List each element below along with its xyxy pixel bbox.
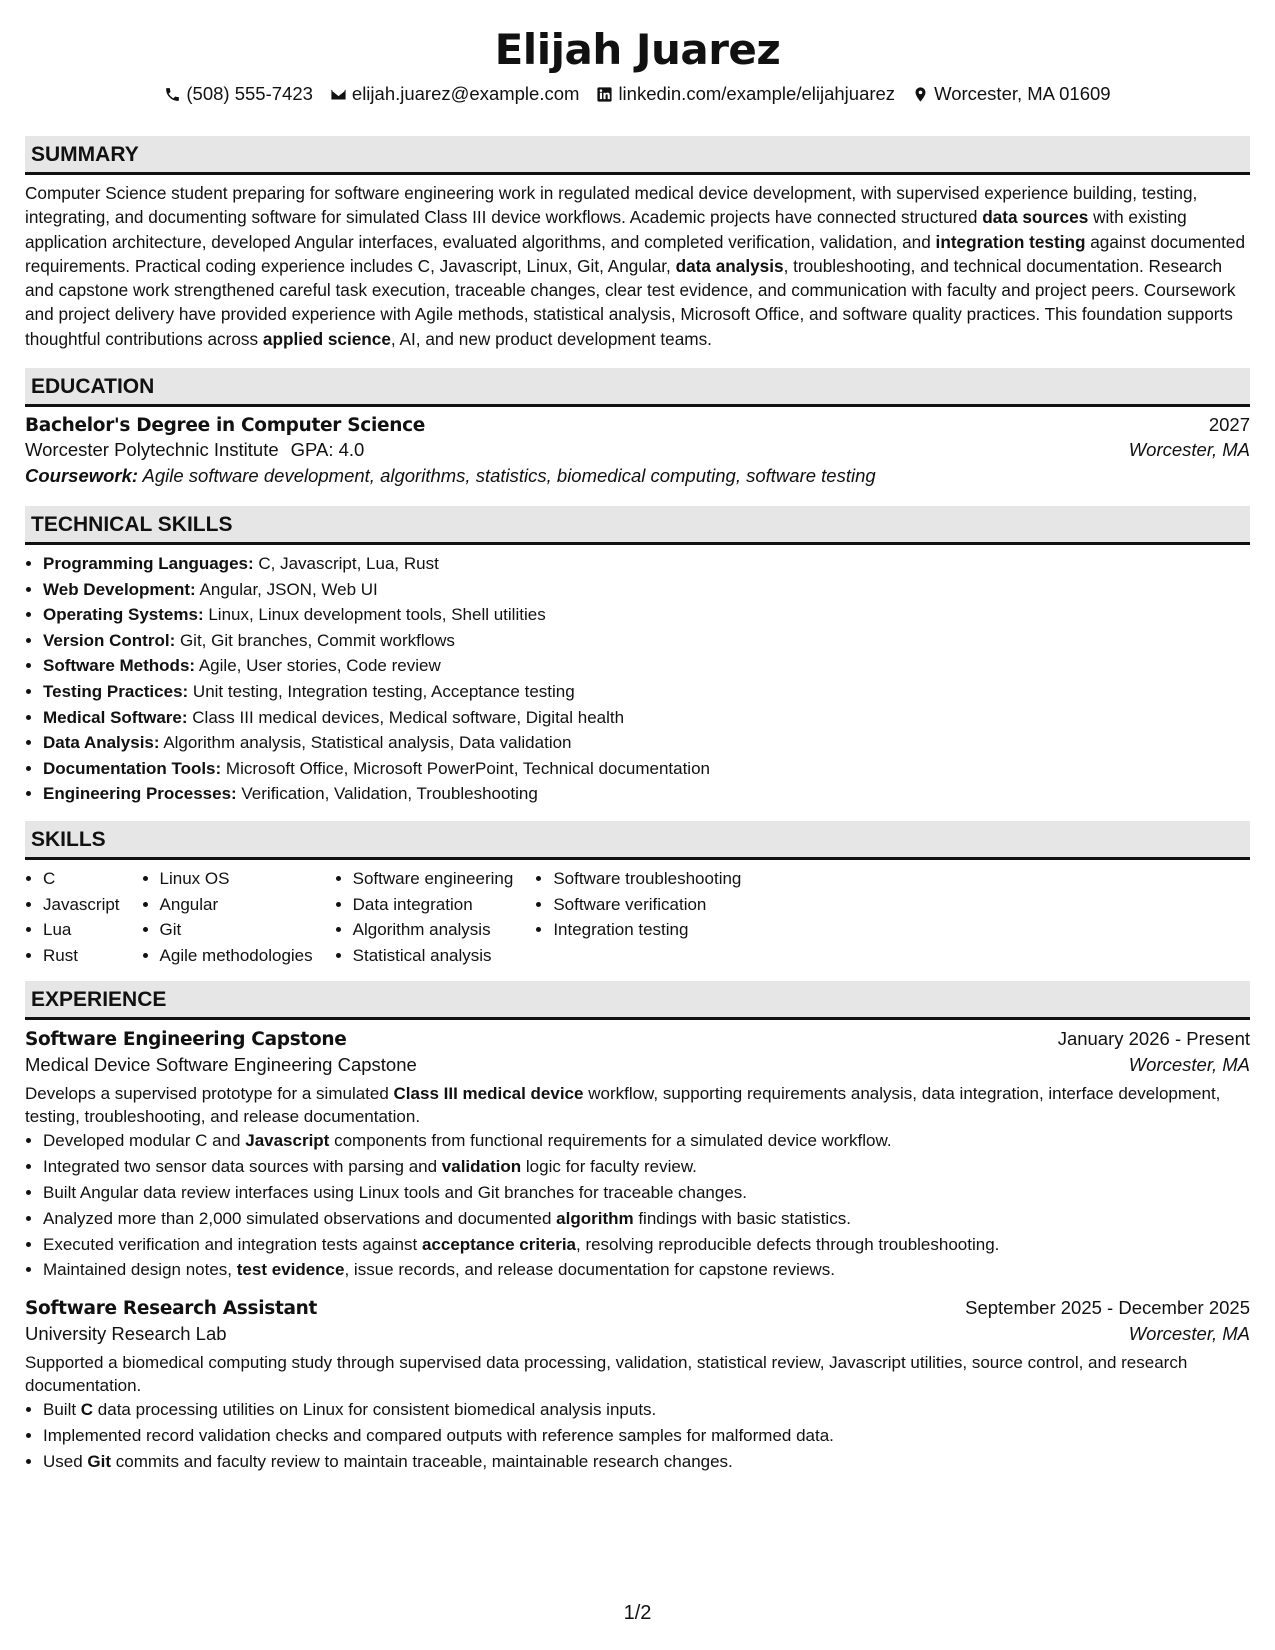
job-bullet — [43, 1154, 1250, 1180]
contact-email[interactable] — [330, 82, 580, 106]
skill-category-values: Algorithm analysis, Statistical analysis, Data validation — [159, 733, 572, 753]
text-run: Computer Science student preparing for software engineering work in regulated medical device development, with supervised experience building, testing, integrating, and documenting software for simulated Class III device workflows. Academic projects have connected structured — [25, 183, 1198, 228]
emphasis-text: Class III medical device — [393, 1084, 584, 1104]
job-bullet — [43, 1397, 1250, 1423]
skill-category-label: Web Development: — [43, 579, 196, 599]
skill-category-label: Version Control: — [43, 630, 176, 650]
text-run: , troubleshooting, and technical documentation. Research and capstone work strengthened careful task execution, traceable changes, clear test evidence, and communication with faculty and project peers. Coursework and project delivery have provided experience with Agile methods, statistical analysis, Microsoft Office, and software quality practices. This foundation supports thoughtful contributions across — [25, 255, 1236, 349]
skill-category-values: Agile, User stories, Code review — [195, 656, 441, 676]
text-run: Built — [43, 1400, 81, 1420]
gpa: GPA: 4.0 — [290, 439, 365, 461]
skill-item: • Agile methodologies — [160, 943, 313, 969]
skills-column — [25, 866, 120, 968]
degree-title: Bachelor's Degree in Computer Science — [25, 415, 426, 437]
emphasis-text: acceptance criteria — [421, 1234, 576, 1254]
skills-column — [142, 866, 313, 968]
text-run: commits and faculty review to maintain traceable, maintainable research changes. — [111, 1451, 733, 1471]
emphasis-text: integration testing — [935, 231, 1086, 252]
map-pin-icon — [912, 86, 929, 103]
skill-item: • Integration testing — [553, 917, 741, 943]
organization: Medical Device Software Engineering Capstone — [25, 1054, 417, 1076]
text-run: Built Angular data review interfaces using Linux tools and Git branches for traceable changes. — [43, 1182, 748, 1202]
skill-category-label: Software Methods: — [43, 656, 196, 676]
skill-category-values: C, Javascript, Lua, Rust — [253, 554, 439, 574]
school-line — [25, 439, 364, 461]
coursework-line — [25, 465, 1250, 487]
emphasis-text: C — [80, 1400, 94, 1420]
emphasis-text: validation — [441, 1157, 522, 1177]
contact-linkedin[interactable] — [596, 82, 895, 106]
emphasis-text: data sources — [982, 207, 1089, 228]
education-row-school — [25, 439, 1250, 461]
section-heading-technical-skills: TECHNICAL SKILLS — [25, 506, 1250, 545]
skill-item: • Lua — [43, 917, 120, 943]
job-bullet — [43, 1449, 1250, 1475]
location-text: Worcester, MA 01609 — [934, 83, 1111, 104]
job-location: Worcester, MA — [1128, 1323, 1250, 1345]
skill-category-values: Verification, Validation, Troubleshooting — [236, 784, 538, 804]
experience-list — [25, 1028, 1250, 1474]
text-run: Analyzed more than 2,000 simulated observations and documented — [43, 1208, 557, 1228]
job-bullet — [43, 1423, 1250, 1449]
skill-category-label: Programming Languages: — [43, 554, 254, 574]
emphasis-text: applied science — [262, 328, 391, 349]
email-link[interactable]: elijah.juarez@example.com — [351, 83, 580, 104]
job-bullet — [43, 1128, 1250, 1154]
job-dates: September 2025 - December 2025 — [965, 1297, 1250, 1319]
experience-row-org — [25, 1323, 1250, 1345]
text-run: Supported a biomedical computing study through supervised data processing, validation, statistical review, Javascript utilities, source control, and research documentation. — [25, 1353, 1188, 1396]
skill-category-label: Documentation Tools: — [43, 758, 222, 778]
job-description — [25, 1351, 1250, 1397]
skills-columns — [25, 866, 1250, 968]
resume-page — [25, 0, 1250, 1475]
emphasis-text: algorithm — [556, 1208, 634, 1228]
text-run: Implemented record validation checks and compared outputs with reference samples for malformed data. — [43, 1425, 834, 1445]
technical-skill-item — [43, 679, 1250, 705]
job-dates: January 2026 - Present — [1057, 1028, 1250, 1050]
emphasis-text: data analysis — [675, 255, 784, 276]
text-run: against documented requirements. Practical coding experience includes C, Javascript, Linux, Git, Angular, — [25, 231, 1246, 276]
technical-skills-list — [25, 551, 1250, 807]
skill-category-label: Testing Practices: — [43, 682, 189, 702]
skill-item: • Software verification — [553, 892, 741, 918]
text-run: Integrated two sensor data sources with parsing and — [43, 1157, 442, 1177]
skill-item: • Angular — [160, 892, 313, 918]
skill-category-values: Angular, JSON, Web UI — [195, 579, 378, 599]
skill-category-label: Data Analysis: — [43, 733, 160, 753]
job-bullets — [25, 1397, 1250, 1474]
experience-entry — [25, 1297, 1250, 1474]
experience-row-top — [25, 1297, 1250, 1319]
phone-icon — [164, 86, 181, 103]
skill-category-values: Class III medical devices, Medical software, Digital health — [187, 707, 625, 727]
section-heading-education: EDUCATION — [25, 368, 1250, 407]
coursework-label: Coursework: — [25, 465, 139, 487]
text-run: Executed verification and integration tests against — [43, 1234, 422, 1254]
technical-skill-item — [43, 705, 1250, 731]
job-bullets — [25, 1128, 1250, 1283]
skill-item: • Software troubleshooting — [553, 866, 741, 892]
emphasis-text: test evidence — [236, 1260, 345, 1280]
technical-skill-item — [43, 653, 1250, 679]
text-run: Develops a supervised prototype for a simulated — [25, 1084, 394, 1104]
graduation-year: 2027 — [1208, 414, 1250, 436]
skill-item: • Git — [160, 917, 313, 943]
phone-text: (508) 555-7423 — [186, 83, 313, 104]
experience-row-org — [25, 1054, 1250, 1076]
contact-phone — [164, 82, 313, 106]
job-bullet — [43, 1257, 1250, 1283]
technical-skill-item — [43, 577, 1250, 603]
education-entry — [25, 414, 1250, 487]
experience-row-top — [25, 1028, 1250, 1050]
emphasis-text: Git — [87, 1451, 112, 1471]
text-run: , resolving reproducible defects through troubleshooting. — [576, 1234, 1000, 1254]
text-run: components from functional requirements for a simulated device workflow. — [329, 1131, 892, 1151]
section-heading-experience: EXPERIENCE — [25, 981, 1250, 1020]
text-run: , issue records, and release documentation for capstone reviews. — [344, 1260, 835, 1280]
linkedin-link[interactable]: linkedin.com/example/elijahjuarez — [618, 83, 896, 104]
job-location: Worcester, MA — [1128, 1054, 1250, 1076]
education-location: Worcester, MA — [1128, 439, 1250, 461]
contact-bar — [25, 82, 1250, 106]
text-run: Used — [43, 1451, 88, 1471]
section-heading-summary: SUMMARY — [25, 136, 1250, 175]
technical-skill-item — [43, 781, 1250, 807]
text-run: Developed modular C and — [43, 1131, 246, 1151]
skill-category-label: Engineering Processes: — [43, 784, 237, 804]
job-description — [25, 1082, 1250, 1128]
skill-item: • Statistical analysis — [353, 943, 514, 969]
candidate-name: Elijah Juarez — [494, 25, 781, 74]
skill-item: • Linux OS — [160, 866, 313, 892]
summary-paragraph — [25, 181, 1250, 351]
skill-item: • Rust — [43, 943, 120, 969]
envelope-icon — [330, 86, 347, 103]
skill-category-label: Medical Software: — [43, 707, 188, 727]
skill-category-values: Git, Git branches, Commit workflows — [175, 630, 455, 650]
organization: University Research Lab — [25, 1323, 227, 1345]
text-run: Maintained design notes, — [43, 1260, 237, 1280]
skill-category-values: Microsoft Office, Microsoft PowerPoint, Technical documentation — [221, 758, 710, 778]
text-run: logic for faculty review. — [521, 1157, 697, 1177]
job-bullet — [43, 1232, 1250, 1258]
education-row-top — [25, 414, 1250, 436]
skill-item: • Software engineering — [353, 866, 514, 892]
skill-item: • Algorithm analysis — [353, 917, 514, 943]
technical-skill-item — [43, 551, 1250, 577]
skill-item: • C — [43, 866, 120, 892]
job-title: Software Research Assistant — [25, 1298, 318, 1320]
skills-column — [535, 866, 741, 968]
job-bullet — [43, 1180, 1250, 1206]
coursework-list: Agile software development, algorithms, statistics, biomedical computing, software testing — [138, 465, 876, 487]
job-bullet — [43, 1206, 1250, 1232]
job-title: Software Engineering Capstone — [25, 1029, 347, 1051]
technical-skill-item — [43, 730, 1250, 756]
skill-item: • Data integration — [353, 892, 514, 918]
text-run: workflow, supporting requirements analysis, data integration, interface development, testing, troubleshooting, and release documentation. — [25, 1084, 1221, 1127]
skill-category-label: Operating Systems: — [43, 605, 204, 625]
linkedin-icon — [596, 86, 613, 103]
school-name: Worcester Polytechnic Institute — [25, 439, 279, 461]
technical-skill-item — [43, 602, 1250, 628]
technical-skill-item — [43, 756, 1250, 782]
text-run: , AI, and new product development teams. — [390, 328, 712, 349]
contact-location — [912, 82, 1111, 106]
technical-skill-item — [43, 628, 1250, 654]
experience-entry — [25, 1028, 1250, 1283]
skill-item: • Javascript — [43, 892, 120, 918]
text-run: with existing application architecture, developed Angular interfaces, evaluated algorithms, and completed verification, validation, and — [25, 207, 1187, 252]
page-number: 1/2 — [623, 1602, 652, 1624]
skills-column — [335, 866, 514, 968]
section-heading-skills: SKILLS — [25, 821, 1250, 860]
emphasis-text: Javascript — [245, 1131, 330, 1151]
text-run: findings with basic statistics. — [633, 1208, 851, 1228]
skill-category-values: Unit testing, Integration testing, Acceptance testing — [188, 682, 575, 702]
skill-category-values: Linux, Linux development tools, Shell utilities — [203, 605, 546, 625]
text-run: data processing utilities on Linux for consistent biomedical analysis inputs. — [93, 1400, 657, 1420]
